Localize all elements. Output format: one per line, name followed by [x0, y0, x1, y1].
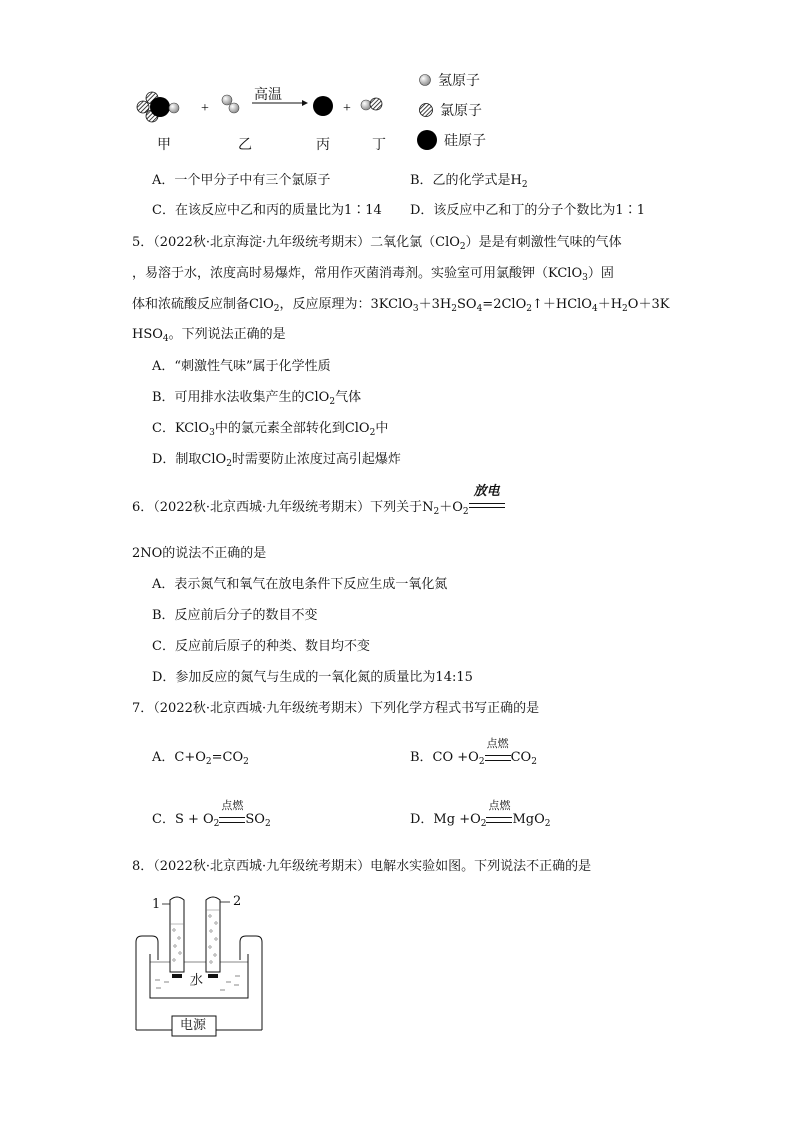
tube-2-label: 2	[233, 894, 242, 909]
legend-chlorine-label: 氯原子	[440, 103, 482, 119]
molecule-yi	[222, 95, 239, 113]
water-label: 水	[190, 973, 204, 988]
q5-stem-line2: ，易溶于水，浓度高时易爆炸，常用作灭菌消毒剂。实验室可用氯酸钾（KClO$_3$）固	[132, 266, 614, 283]
label-jia: 甲	[157, 137, 171, 153]
legend-silicon-label: 硅原子	[444, 133, 486, 149]
power-supply-label: 电源	[180, 1018, 207, 1033]
molecule-ding	[361, 98, 382, 110]
q8-stem: 8．（2022秋·北京西城·九年级统考期末）电解水实验如图。下列说法不正确的是	[132, 859, 592, 874]
svg-text:+: +	[201, 101, 209, 116]
q5-option-d: D．制取ClO$_2$时需要防止浓度过高引起爆炸	[152, 452, 401, 469]
q6-option-a: A．表示氮气和氧气在放电条件下反应生成一氧化氮	[152, 577, 448, 592]
q6-option-c: C．反应前后原子的种类、数目均不变	[152, 639, 370, 654]
legend-silicon	[416, 129, 486, 151]
q5-stem-line1: 5．（2022秋·北京海淀·九年级统考期末）二氧化氯（ClO$_2$）是是有刺激性气味的气体	[132, 235, 622, 252]
q6-stem-line1: 6．（2022秋·北京西城·九年级统考期末）下列关于$N_2+O_2$ 放电	[132, 497, 505, 517]
q4-option-b: B．乙的化学式是$H_2$	[410, 173, 528, 190]
legend-hydrogen	[418, 70, 480, 90]
label-yi: 乙	[238, 137, 252, 153]
q7-option-c: C．$S + O_2$ 点燃 $SO_2$	[152, 799, 271, 829]
q7-option-b: B．CO $+O_2$ 点燃 $CO_2$	[410, 737, 537, 767]
q5-stem-line3: 体和浓硫酸反应制备ClO$_2$，反应原理为：$3KClO_3+3H_2SO_4=2ClO_2↑+HClO_4+H_2O+3K$	[132, 297, 670, 314]
q7-stem: 7．（2022秋·北京西城·九年级统考期末）下列化学方程式书写正确的是	[132, 701, 540, 716]
legend-chlorine	[418, 100, 482, 120]
ignite-condition-c: 点燃	[219, 811, 245, 829]
molecule-jia	[137, 92, 179, 122]
q6-option-d: D．参加反应的氮气与生成的一氧化氮的质量比为14:15	[152, 670, 473, 685]
chlorine-atom-icon	[418, 102, 434, 118]
q4-option-d: D．该反应中乙和丁的分子个数比为1∶1	[410, 203, 645, 218]
silicon-atom-icon	[416, 129, 438, 151]
arrow-condition: 高温	[254, 87, 282, 103]
label-bing: 丙	[316, 137, 330, 153]
q5-stem-line4: $HSO_4$。下列说法正确的是	[132, 327, 286, 344]
svg-text:+: +	[343, 101, 351, 116]
q4-option-c: C．在该反应中乙和丙的质量比为1∶14	[152, 203, 382, 218]
ignite-condition-b: 点燃	[485, 749, 511, 767]
q6-option-b: B．反应前后分子的数目不变	[152, 608, 318, 623]
label-ding: 丁	[372, 137, 386, 153]
tube-1-label: 1	[152, 897, 161, 912]
q4-option-a: A．一个甲分子中有三个氯原子	[152, 173, 331, 188]
discharge-condition: 放电	[469, 497, 505, 511]
q5-option-c: C．KClO$_3$中的氯元素全部转化到ClO$_2$中	[152, 421, 389, 438]
q7-option-d: D．$Mg +O_2$ 点燃 MgO$_2$	[410, 799, 551, 829]
ignite-condition-d: 点燃	[486, 811, 512, 829]
q6-stem-line2: 2NO的说法不正确的是	[132, 546, 267, 561]
q5-option-a: A．“刺激性气味”属于化学性质	[152, 359, 331, 374]
q5-option-b: B．可用排水法收集产生的ClO$_2$气体	[152, 390, 362, 407]
q7-option-a: A．$C+O_2=CO_2$	[152, 750, 249, 767]
hydrogen-atom-icon	[418, 73, 432, 87]
legend-hydrogen-label: 氢原子	[438, 73, 480, 89]
